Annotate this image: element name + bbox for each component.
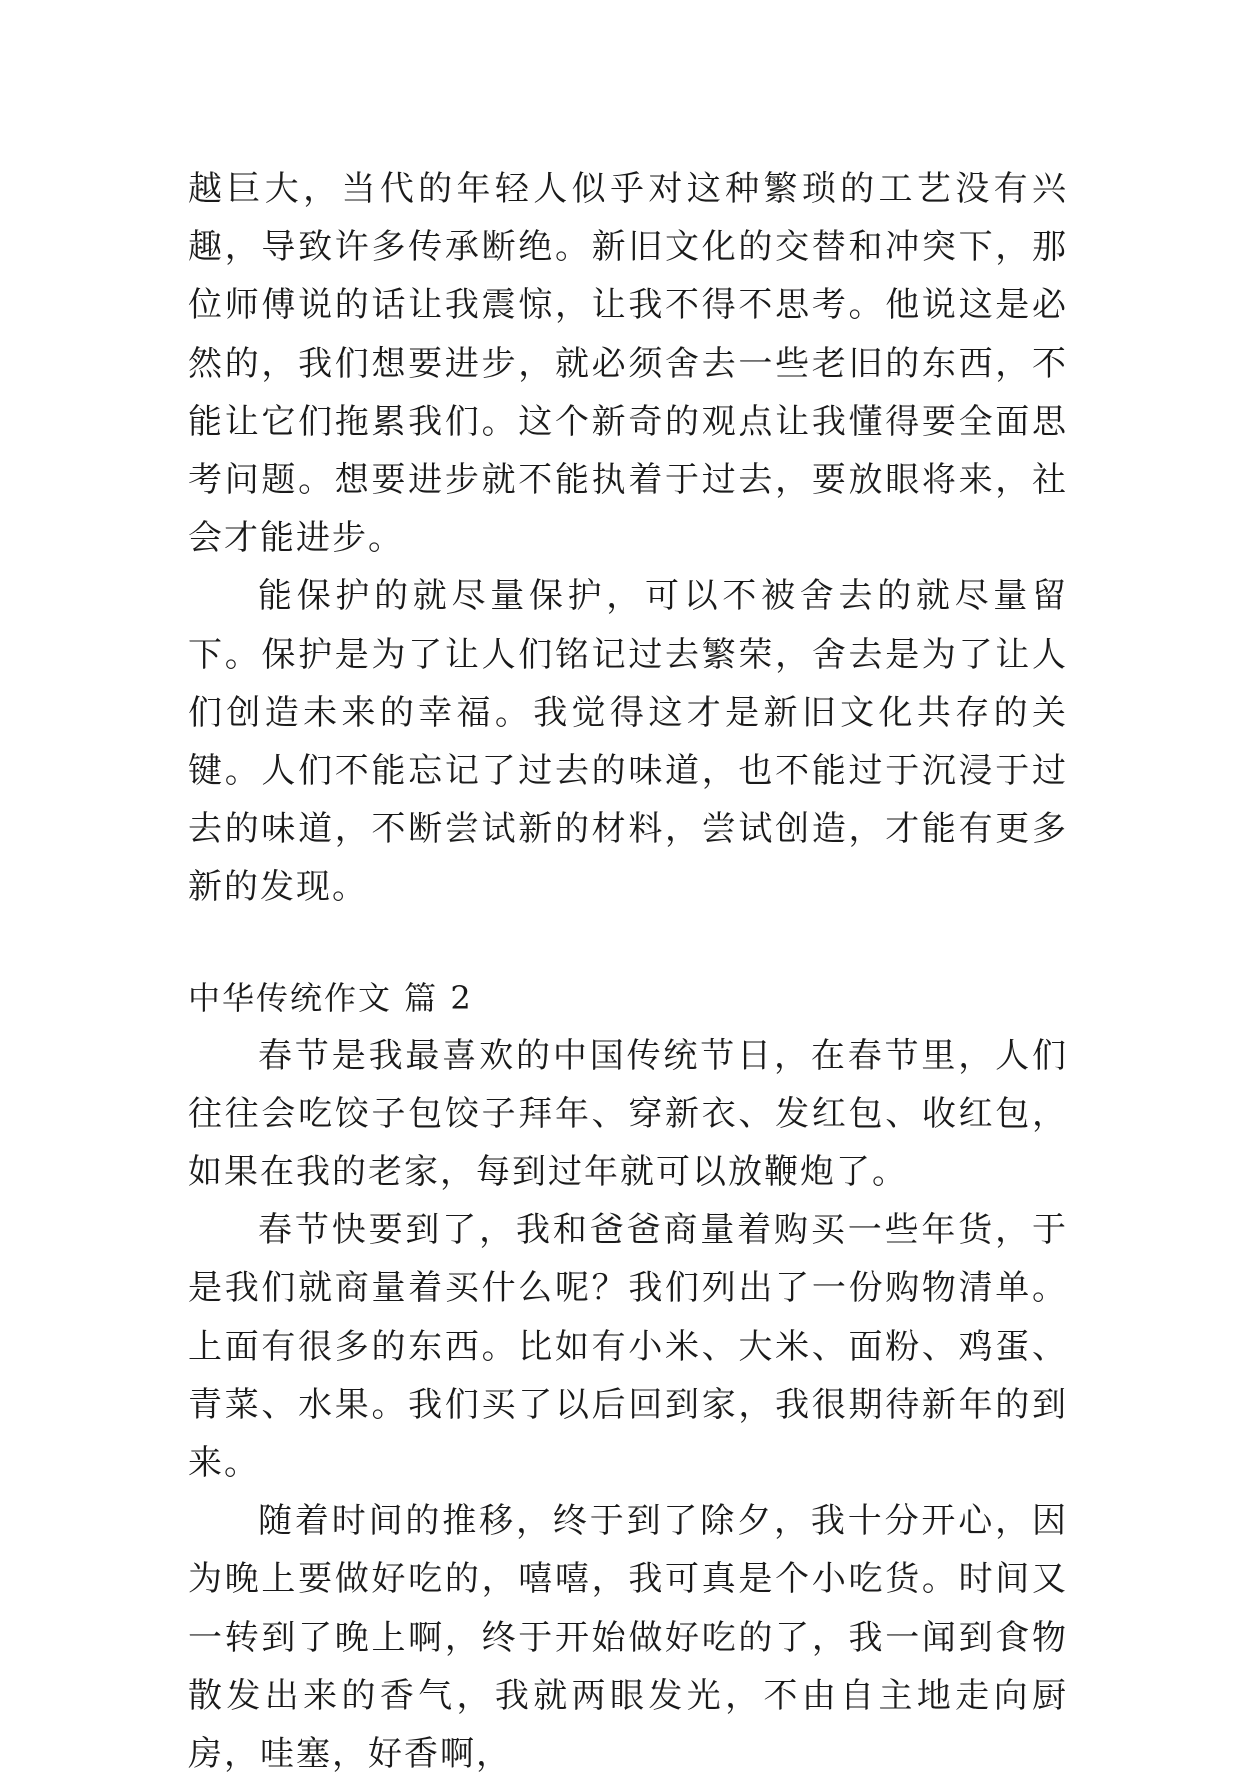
paragraph-continuation: 越巨大，当代的年轻人似乎对这种繁琐的工艺没有兴趣，导致许多传承断绝。新旧文化的交替和冲突下，那位师傅说的话让我震惊，让我不得不思考。他说这是必然的，我们想要进步，就必须舍去一些老旧的东西，不能让它们拖累我们。这个新奇的观点让我懂得要全面思考问题。想要进步就不能执着于过去，要放眼将来，社会才能进步。 <box>188 169 1068 559</box>
section-title: 中华传统作文 篇 2 <box>188 978 473 1017</box>
paragraph: 春节快要到了，我和爸爸商量着购买一些年货，于是我们就商量着买什么呢？我们列出了一份购物清单。上面有很多的东西。比如有小米、大米、面粉、鸡蛋、青菜、水果。我们买了以后回到家，我很期待新年的到来。 <box>188 1210 1068 1484</box>
paragraph: 能保护的就尽量保护，可以不被舍去的就尽量留下。保护是为了让人们铭记过去繁荣，舍去是为了让人们创造未来的幸福。我觉得这才是新旧文化共存的关键。人们不能忘记了过去的味道，也不能过于沉浸于过去的味道，不断尝试新的材料，尝试创造，才能有更多新的发现。 <box>188 576 1068 908</box>
paragraph: 随着时间的推移，终于到了除夕，我十分开心，因为晚上要做好吃的，嘻嘻，我可真是个小吃货。时间又一转到了晚上啊，终于开始做好吃的了，我一闻到食物散发出来的香气，我就两眼发光，不由自主地走向厨房，哇塞，好香啊， <box>188 1501 1068 1775</box>
paragraph: 春节是我最喜欢的中国传统节日，在春节里，人们往往会吃饺子包饺子拜年、穿新衣、发红包、收红包，如果在我的老家，每到过年就可以放鞭炮了。 <box>188 1035 1068 1193</box>
document-body <box>188 160 1068 1783</box>
section-spacer <box>188 917 1068 969</box>
